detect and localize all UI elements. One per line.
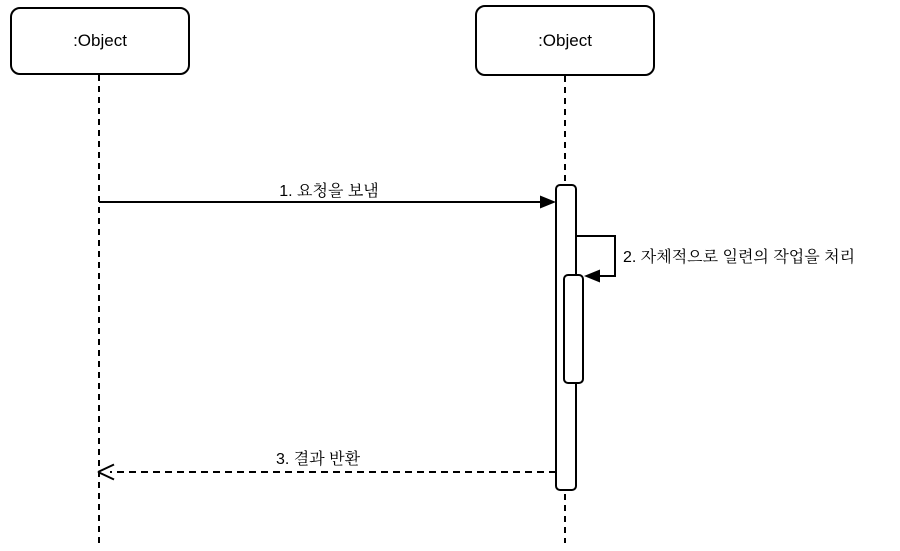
message-3-arrowhead-lower [98, 472, 114, 480]
activation-bar-nested [564, 275, 583, 383]
message-1-arrowhead-icon [540, 196, 556, 209]
self-message-line [576, 236, 615, 276]
message-2-label: 2. 자체적으로 일련의 작업을 처리 [623, 249, 856, 266]
message-1-label: 1. 요청을 보냄 [279, 183, 379, 200]
self-message-arrowhead-icon [584, 270, 600, 283]
actor-label: :Object [73, 31, 127, 50]
message-3-arrowhead-upper [98, 465, 114, 473]
actor-label: :Object [538, 30, 592, 50]
message-3-label: 3. 결과 반환 [275, 451, 361, 468]
actor-box-object-1 [10, 7, 190, 75]
actor-box-object-2 [475, 5, 655, 76]
